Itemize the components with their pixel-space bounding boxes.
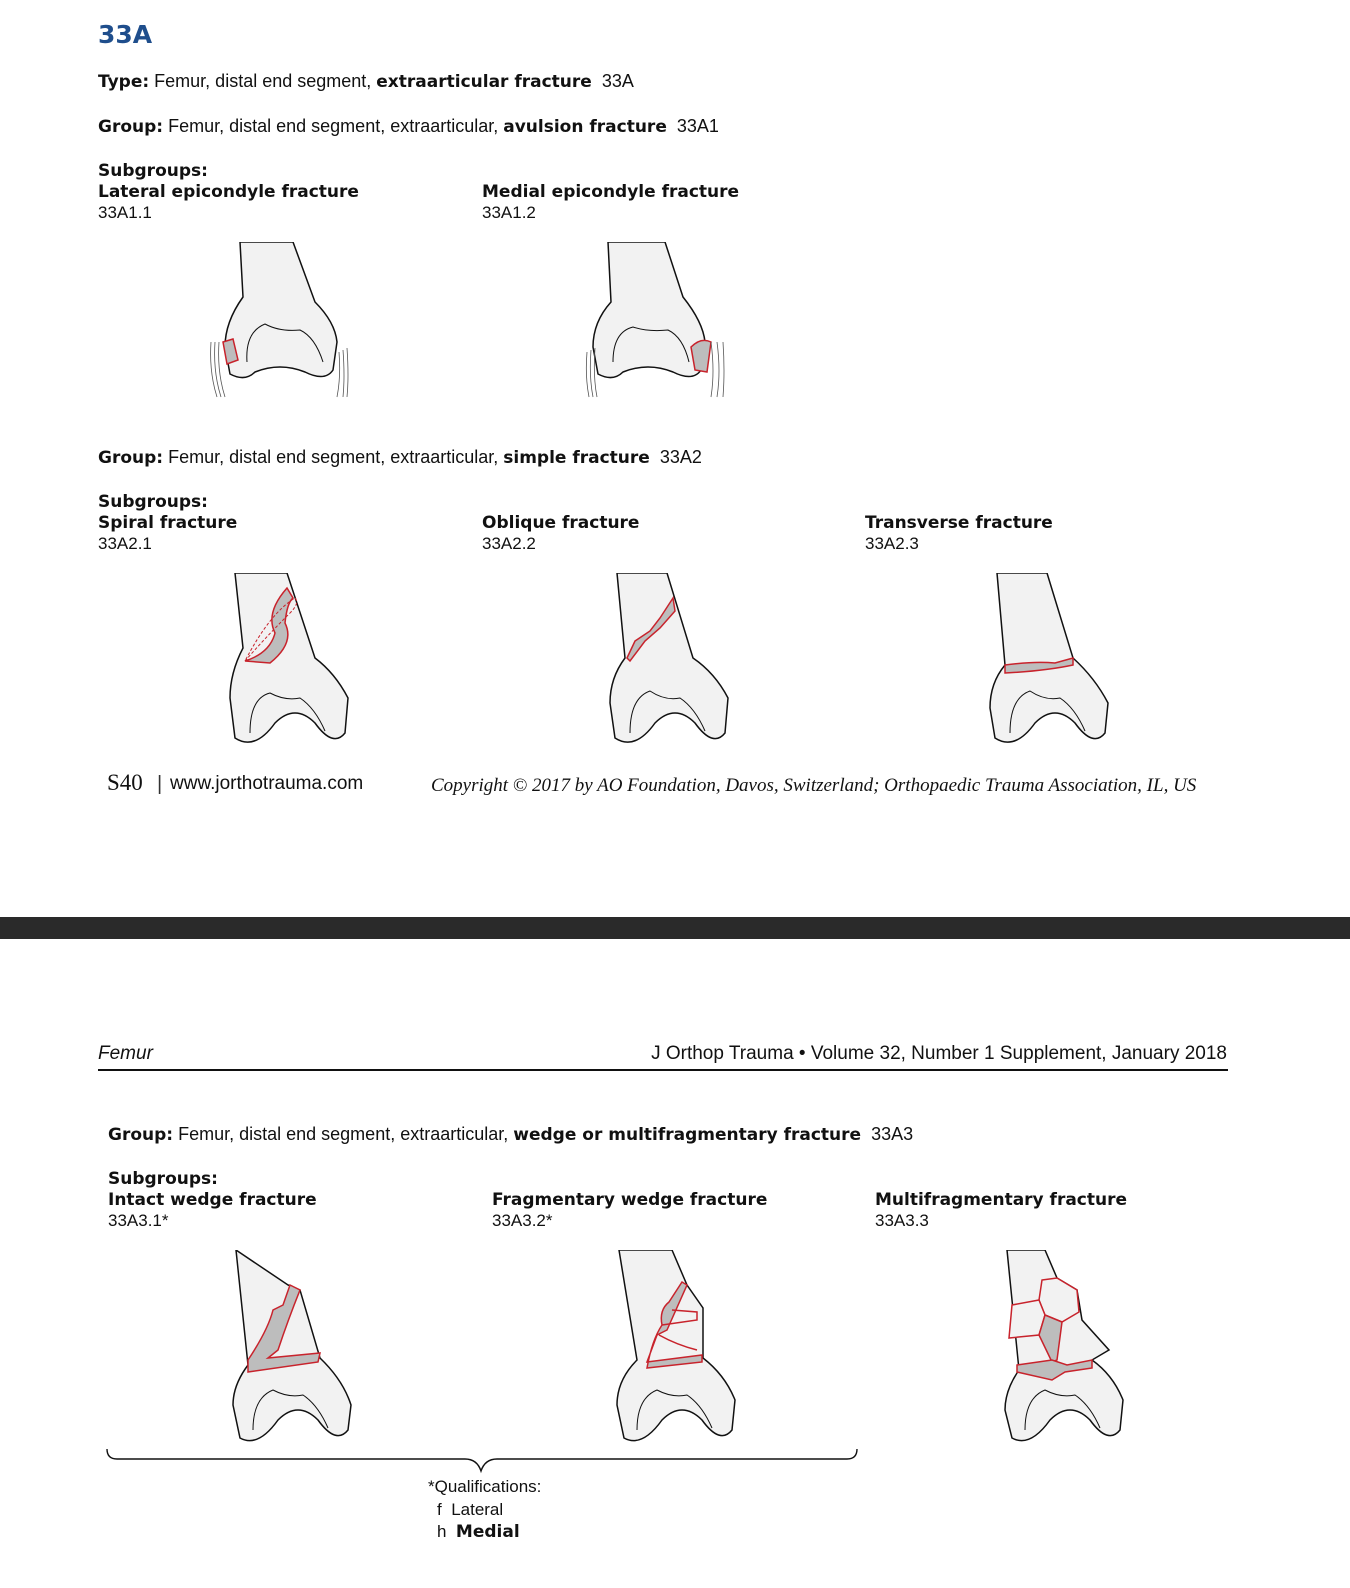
footer-separator: | bbox=[157, 773, 163, 795]
lateral-epicondyle-figure bbox=[205, 242, 355, 400]
header-rule bbox=[98, 1069, 1228, 1071]
subgroup-33a2-3 bbox=[865, 513, 1053, 554]
qualification-item bbox=[437, 1500, 503, 1520]
group-line-33a2 bbox=[98, 447, 702, 468]
fragmentary-wedge-fracture-figure bbox=[607, 1250, 737, 1448]
multifragmentary-fracture-figure bbox=[997, 1250, 1132, 1448]
subgroup-33a1-2 bbox=[482, 182, 739, 223]
page-number: S40 bbox=[107, 770, 143, 795]
copyright-notice: Copyright © 2017 by AO Foundation, Davos, Switzerland; Orthopaedic Trauma Association, IL, US bbox=[431, 775, 1197, 796]
qualification-text: Lateral bbox=[451, 1500, 504, 1519]
subgroups-heading: Subgroups: bbox=[108, 1169, 218, 1189]
subgroup-name: Intact wedge fracture bbox=[108, 1190, 317, 1210]
group-bold: simple fracture bbox=[503, 448, 650, 468]
subgroup-name: Multifragmentary fracture bbox=[875, 1190, 1128, 1210]
group-bold: wedge or multifragmentary fracture bbox=[513, 1125, 862, 1145]
group-line-33a1 bbox=[98, 116, 719, 137]
running-header-section: Femur bbox=[98, 1043, 153, 1064]
subgroups-heading: Subgroups: bbox=[98, 161, 208, 181]
subgroup-code: 33A3.1* bbox=[108, 1211, 169, 1230]
running-header-journal: J Orthop Trauma • Volume 32, Number 1 Supplement, January 2018 bbox=[651, 1043, 1227, 1064]
group-text: Femur, distal end segment, extraarticular, bbox=[163, 447, 504, 467]
subgroup-name: Transverse fracture bbox=[865, 513, 1053, 533]
qualification-letter: f bbox=[437, 1500, 442, 1519]
oblique-fracture-figure bbox=[605, 573, 735, 751]
group-bold: avulsion fracture bbox=[503, 117, 667, 137]
type-label: Type: bbox=[98, 72, 150, 92]
page-divider bbox=[0, 917, 1350, 939]
subgroup-name: Medial epicondyle fracture bbox=[482, 182, 740, 202]
subgroup-code: 33A1.2 bbox=[482, 203, 536, 222]
group-code: 33A2 bbox=[659, 447, 702, 467]
subgroup-33a2-2 bbox=[482, 513, 639, 554]
group-code: 33A1 bbox=[676, 116, 719, 136]
subgroup-name: Oblique fracture bbox=[482, 513, 640, 533]
section-code: 33A bbox=[98, 20, 153, 49]
group-text: Femur, distal end segment, extraarticular, bbox=[173, 1124, 514, 1144]
subgroup-33a3-2 bbox=[492, 1190, 767, 1231]
group-text: Femur, distal end segment, extraarticular, bbox=[163, 116, 504, 136]
type-code: 33A bbox=[601, 71, 634, 91]
subgroup-name: Spiral fracture bbox=[98, 513, 238, 533]
group-label: Group: bbox=[98, 448, 164, 468]
qualification-letter: h bbox=[437, 1522, 447, 1541]
qualification-item bbox=[437, 1522, 520, 1542]
subgroup-code: 33A2.2 bbox=[482, 534, 536, 553]
subgroups-heading: Subgroups: bbox=[98, 492, 208, 512]
type-text: Femur, distal end segment, bbox=[149, 71, 377, 91]
subgroup-code: 33A3.2* bbox=[492, 1211, 553, 1230]
subgroup-code: 33A2.1 bbox=[98, 534, 152, 553]
subgroup-code: 33A1.1 bbox=[98, 203, 152, 222]
qualification-text: Medial bbox=[455, 1522, 520, 1542]
spiral-fracture-figure bbox=[225, 573, 355, 751]
medial-epicondyle-figure bbox=[583, 242, 733, 400]
subgroup-33a3-3 bbox=[875, 1190, 1127, 1231]
group-label: Group: bbox=[108, 1125, 174, 1145]
journal-url[interactable]: www.jorthotrauma.com bbox=[170, 773, 364, 794]
group-label: Group: bbox=[98, 117, 164, 137]
subgroup-33a3-1 bbox=[108, 1190, 317, 1231]
subgroup-code: 33A3.3 bbox=[875, 1211, 929, 1230]
qualification-brace bbox=[105, 1447, 860, 1475]
type-line bbox=[98, 71, 634, 92]
intact-wedge-fracture-figure bbox=[228, 1250, 358, 1448]
subgroup-33a2-1 bbox=[98, 513, 237, 554]
subgroup-name: Fragmentary wedge fracture bbox=[492, 1190, 768, 1210]
subgroup-code: 33A2.3 bbox=[865, 534, 919, 553]
group-code: 33A3 bbox=[871, 1124, 914, 1144]
qualifications-title: *Qualifications: bbox=[428, 1477, 542, 1496]
subgroup-name: Lateral epicondyle fracture bbox=[98, 182, 359, 202]
transverse-fracture-figure bbox=[985, 573, 1115, 751]
type-bold: extraarticular fracture bbox=[376, 72, 592, 92]
group-line-33a3 bbox=[108, 1124, 913, 1145]
subgroup-33a1-1 bbox=[98, 182, 359, 223]
